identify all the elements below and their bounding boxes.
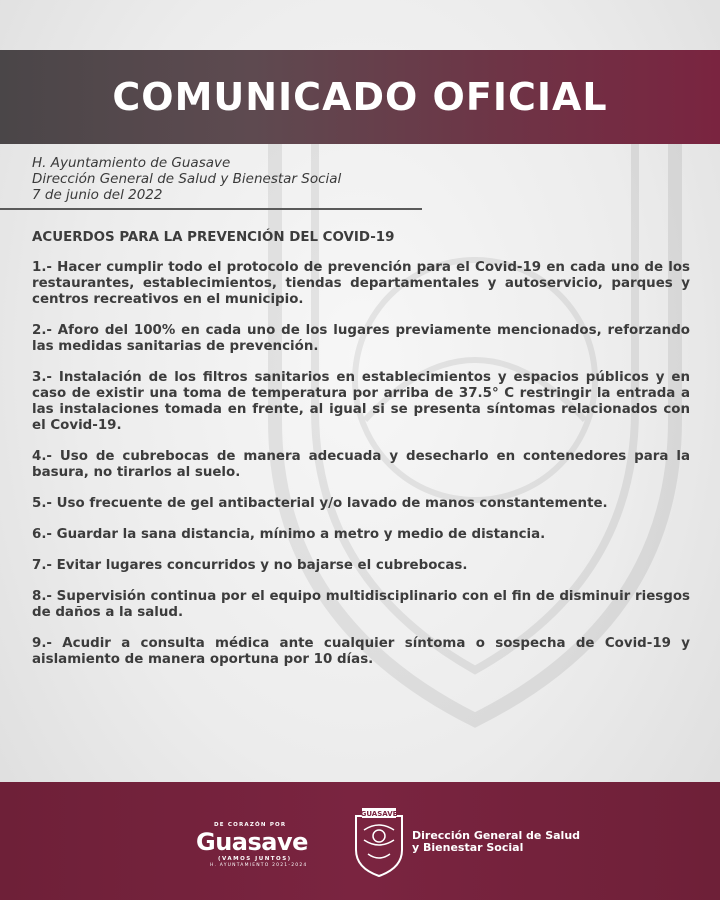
seal-text: GUASAVE [360,810,398,818]
agreement-item-1: 1.- Hacer cumplir todo el protocolo de prevención para el Covid-19 en cada uno de los restaurantes, establecimientos, tiendas departamentales y autoservicio, parques y centros recreativos en el municipio. [32,260,690,307]
agreement-item-4: 4.- Uso de cubrebocas de manera adecuada y desecharlo en contenedores para la basura, no tirarlos al suelo. [32,449,690,480]
logo-tagline-mid: (VAMOS JUNTOS) [218,856,292,862]
header-band [0,50,720,144]
agreement-item-8: 8.- Supervisión continua por el equipo multidisciplinario con el fin de disminuir riesgos de daños a la salud. [32,589,690,620]
issuer-info [32,155,341,203]
guasave-logo [196,822,326,868]
divider [0,208,422,210]
issue-date: 7 de junio del 2022 [32,187,163,203]
department-name: Dirección General de Salud y Bienestar Social [32,171,342,187]
agreements-section [32,230,690,683]
agreement-item-6: 6.- Guardar la sana distancia, mínimo a metro y medio de distancia. [32,527,546,542]
agreement-item-7: 7.- Evitar lugares concurridos y no bajarse el cubrebocas. [32,558,468,573]
logo-tagline-top: DE CORAZÓN POR [214,822,287,828]
agreement-item-2: 2.- Aforo del 100% en cada uno de los lugares previamente mencionados, reforzando las medidas sanitarias de prevención. [32,323,690,354]
footer-band [0,782,720,900]
agreement-item-5: 5.- Uso frecuente de gel antibacterial y/o lavado de manos constantemente. [32,496,608,511]
logo-wordmark: Guasave [196,828,308,856]
department-logo-text [412,830,580,854]
page-title: COMUNICADO OFICIAL [112,75,608,119]
department-line-1: Dirección General de Salud [412,829,581,842]
section-heading: ACUERDOS PARA LA PREVENCIÓN DEL COVID-19 [32,230,395,245]
department-line-2: y Bienestar Social [412,841,524,854]
agreement-item-3: 3.- Instalación de los filtros sanitarios en establecimientos y espacios públicos y en caso de existir una toma de temperatura por arriba de 37.5° C restringir la entrada a las instalaciones tomada en frente, al igual si se presenta síntomas relacionados con el Covid-19. [32,370,690,433]
guasave-seal-icon [352,806,406,878]
agreement-item-9: 9.- Acudir a consulta médica ante cualquier síntoma o sospecha de Covid-19 y aislamiento de manera oportuna por 10 días. [32,636,690,667]
logo-tagline-bottom: H. AYUNTAMIENTO 2021-2024 [210,863,308,868]
issuer-name: H. Ayuntamiento de Guasave [32,155,231,171]
